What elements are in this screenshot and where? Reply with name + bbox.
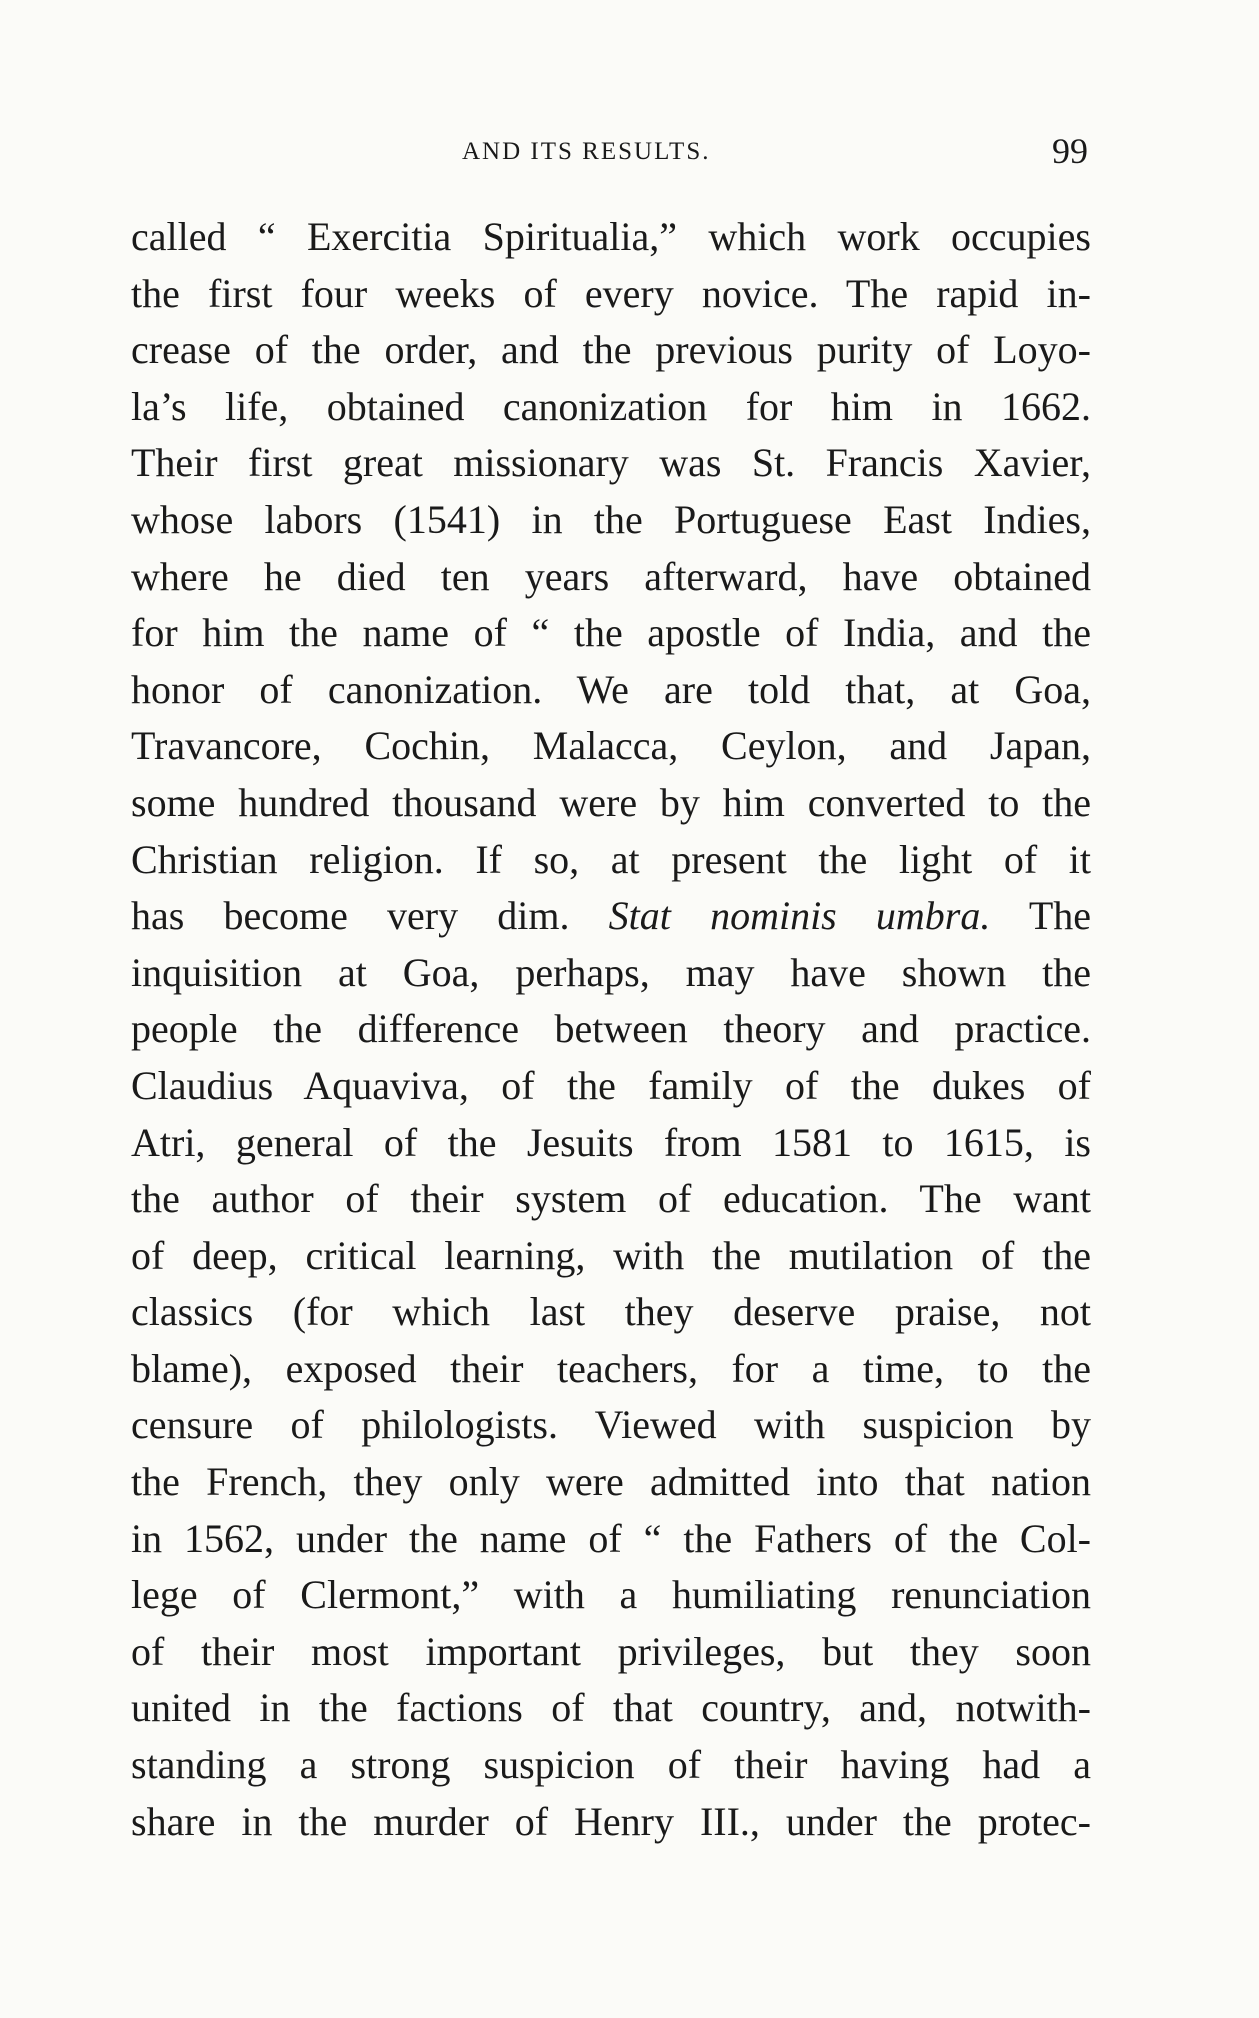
text-line: the first four weeks of every novice. The rapid in- bbox=[131, 270, 1091, 316]
page-number: 99 bbox=[1052, 131, 1088, 171]
text-line: the author of their system of education. The want bbox=[131, 1176, 1091, 1222]
text-line: Travancore, Cochin, Malacca, Ceylon, and Japan, bbox=[131, 723, 1091, 769]
text-line: standing a strong suspicion of their having had a bbox=[131, 1742, 1091, 1788]
running-title: AND ITS RESULTS. bbox=[462, 138, 711, 165]
text-segment: has become very dim. bbox=[131, 893, 609, 939]
latin-quotation: Stat nominis umbra. bbox=[608, 893, 991, 939]
text-line: united in the factions of that country, and, notwith- bbox=[131, 1685, 1091, 1731]
text-line: lege of Clermont,” with a humiliating renunciation bbox=[131, 1572, 1091, 1618]
text-line: in 1562, under the name of “ the Fathers of the Col- bbox=[131, 1515, 1091, 1561]
text-line: blame), exposed their teachers, for a time, to the bbox=[131, 1345, 1091, 1391]
text-line: people the difference between theory and practice. bbox=[131, 1006, 1091, 1052]
text-line: the French, they only were admitted into that nation bbox=[131, 1459, 1091, 1505]
text-line: Their first great missionary was St. Francis Xavier, bbox=[131, 440, 1091, 486]
text-line-latin-phrase bbox=[131, 888, 1091, 945]
text-line: for him the name of “ the apostle of India, and the bbox=[131, 610, 1091, 656]
text-line: some hundred thousand were by him converted to the bbox=[131, 779, 1091, 825]
text-line: where he died ten years afterward, have obtained bbox=[131, 553, 1091, 599]
text-line: share in the murder of Henry III., under the protec- bbox=[131, 1798, 1091, 1844]
text-line: whose labors (1541) in the Portuguese East Indies, bbox=[131, 496, 1091, 542]
text-line: censure of philologists. Viewed with suspicion by bbox=[131, 1402, 1091, 1448]
text-line: called “ Exercitia Spiritualia,” which work occupies bbox=[131, 214, 1091, 259]
body-text bbox=[131, 209, 1091, 1850]
text-line: honor of canonization. We are told that, at Goa, bbox=[131, 666, 1091, 712]
text-line: of their most important privileges, but they soon bbox=[131, 1628, 1091, 1674]
page-header bbox=[0, 130, 1259, 170]
text-line: inquisition at Goa, perhaps, may have shown the bbox=[131, 949, 1091, 995]
text-line: Atri, general of the Jesuits from 1581 to 1615, is bbox=[131, 1119, 1091, 1165]
text-line: of deep, critical learning, with the mutilation of the bbox=[131, 1232, 1091, 1278]
text-line: Claudius Aquaviva, of the family of the dukes of bbox=[131, 1062, 1091, 1108]
text-line: Christian religion. If so, at present the light of it bbox=[131, 836, 1091, 882]
text-line: crease of the order, and the previous purity of Loyo- bbox=[131, 327, 1091, 373]
text-line: classics (for which last they deserve praise, not bbox=[131, 1289, 1091, 1335]
text-segment: The bbox=[990, 893, 1092, 939]
text-line: la’s life, obtained canonization for him in 1662. bbox=[131, 383, 1091, 429]
